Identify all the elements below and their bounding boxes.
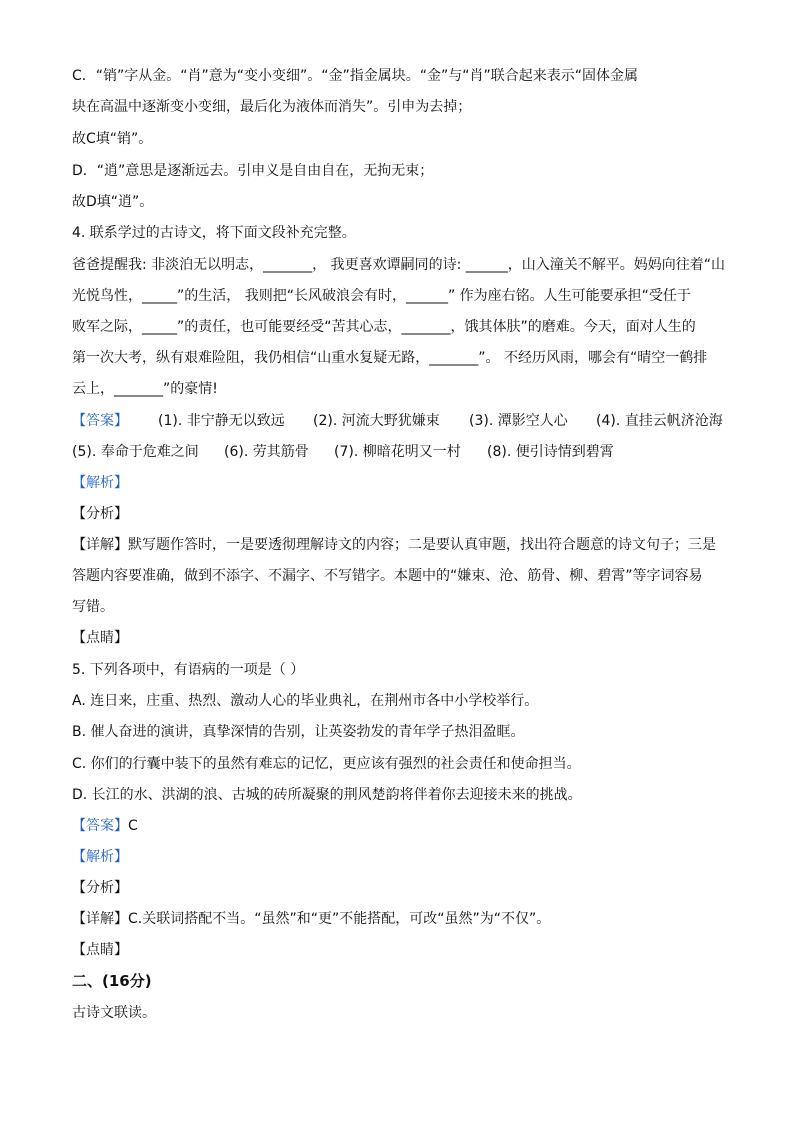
q4-fenxi-tag: 【分析】	[72, 506, 128, 522]
q4-answer-5: (5). 奉命于危难之间	[72, 444, 199, 460]
item-d-fill: 故D填“逍”。	[72, 194, 154, 210]
q5-answer-tag: 【答案】	[72, 818, 128, 834]
q4-detail-line-1	[72, 535, 716, 555]
q4-para-line-2: 光悦鸟性，_____”的生活， 我则把“长风破浪会有时，______” 作为座右铭。人生可能要承担“受任于	[72, 288, 691, 304]
q4-para-line-4: 第一次大考，纵有艰难险阻，我仍相信“山重水复疑无路，_______”。 不经历风雨，哪会有“晴空一鹤排	[72, 350, 708, 366]
q4-detail-line-2: 答题内容要准确，做到不添字、不漏字、不写错字。本题中的“嫌束、沧、筋骨、柳、碧霄”等字词容易	[72, 568, 703, 584]
q5-answer-value: C	[128, 818, 138, 834]
q4-answer-2: (2). 河流大野犹嫌束	[313, 413, 440, 429]
section-2-subheading: 古诗文联读。	[72, 1005, 156, 1021]
q4-detail-tag: 【详解】	[72, 537, 128, 553]
q4-answer-3: (3). 潭影空人心	[469, 413, 568, 429]
q5-jiexi-tag: 【解析】	[72, 849, 128, 865]
section-2-heading: 二、(16分)	[72, 972, 152, 990]
q4-para-line-1: 爸爸提醒我: 非淡泊无以明志，_______， 我更喜欢谭嗣同的诗: ______，山入潼关不解平。妈妈向往着“山	[72, 257, 726, 273]
q5-detail-text: C.关联词搭配不当。“虽然”和“更”不能搭配，可改“虽然”为“不仅”。	[128, 911, 551, 927]
q5-option-a: A. 连日来，庄重、热烈、激动人心的毕业典礼，在荆州市各中小学校举行。	[72, 693, 539, 709]
q5-fenxi-tag: 【分析】	[72, 880, 128, 896]
q4-answer-4: (4). 直挂云帆济沧海	[596, 413, 723, 429]
q4-answer-1: (1). 非宁静无以致远	[158, 413, 285, 429]
q4-title: 4. 联系学过的古诗文，将下面文段补充完整。	[72, 225, 356, 241]
item-c-line-2: 块在高温中逐渐变小变细，最后化为液体而消失”。引申为去掉；	[72, 99, 472, 115]
q5-option-c: C. 你们的行囊中装下的虽然有难忘的记忆，更应该有强烈的社会责任和使命担当。	[72, 756, 581, 772]
q5-option-d: D. 长江的水、洪湖的浪、古城的砖所凝聚的荆风楚韵将伴着你去迎接未来的挑战。	[72, 787, 582, 803]
q5-detail-line	[72, 909, 550, 929]
q4-answer-6: (6). 劳其筋骨	[224, 444, 309, 460]
q4-para-line-3: 败军之际，_____”的责任，也可能要经受“苦其心志，_______，饿其体肤”的磨难。今天，面对人生的	[72, 319, 696, 335]
q4-detail-text-1: 默写题作答时，一是要透彻理解诗文的内容；二是要认真审题，找出符合题意的诗文句子；三是	[128, 537, 716, 553]
q5-dianjing-tag: 【点睛】	[72, 942, 128, 958]
q5-option-b: B. 催人奋进的演讲，真挚深情的告别，让英姿勃发的青年学子热泪盈眶。	[72, 724, 525, 740]
q4-answer-8: (8). 便引诗情到碧霄	[487, 444, 614, 460]
item-c-fill: 故C填“销”。	[72, 131, 153, 147]
item-d-line-1: D．“逍”意思是逐渐远去。引申义是自由自在，无拘无束；	[72, 163, 434, 179]
q4-answer-tag: 【答案】	[72, 413, 128, 429]
q4-dianjing-tag: 【点睛】	[72, 630, 128, 646]
q5-answer-line	[72, 816, 138, 836]
q5-title: 5. 下列各项中，有语病的一项是（ ）	[72, 662, 305, 678]
q4-jiexi-tag: 【解析】	[72, 475, 128, 491]
item-c-line-1: C．“销”字从金。“肖”意为“变小变细”。“金”指金属块。“金”与“肖”联合起来表示“固体金属	[72, 68, 639, 84]
q4-detail-line-3: 写错。	[72, 599, 114, 615]
q4-answer-7: (7). 柳暗花明又一村	[334, 444, 461, 460]
q5-detail-tag: 【详解】	[72, 911, 128, 927]
q4-para-line-5: 云上，_______”的豪情!	[72, 381, 218, 397]
